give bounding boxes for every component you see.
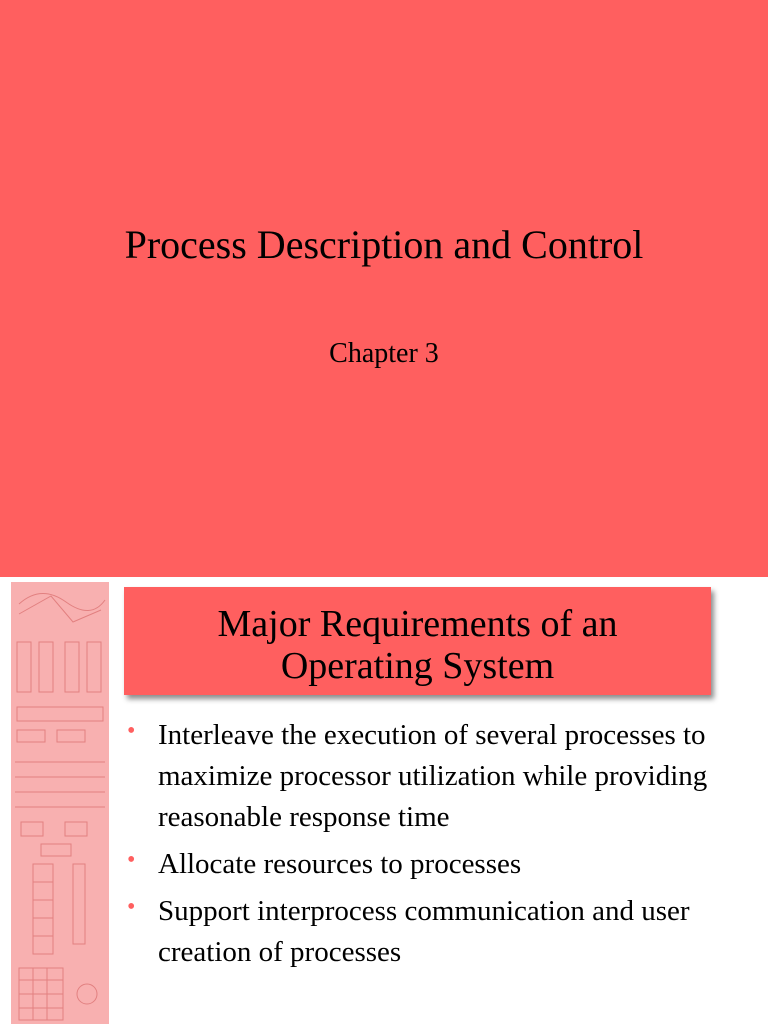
slide-title bbox=[124, 603, 711, 687]
title-box bbox=[124, 587, 711, 695]
bullet-item bbox=[123, 891, 743, 973]
bullet-text: Support interprocess communication and user creation of processes bbox=[158, 895, 690, 968]
slide-title-line-2: Operating System bbox=[280, 645, 555, 687]
bullet-text: Interleave the execution of several processes to maximize processor utilization while providing reasonable response time bbox=[158, 719, 708, 833]
bullet-dot-icon: • bbox=[127, 718, 136, 744]
diagram-watermark-icon bbox=[11, 582, 109, 1024]
slide-subtitle: Chapter 3 bbox=[329, 338, 439, 369]
slide-title-line-1: Major Requirements of an bbox=[217, 603, 618, 645]
content-slide bbox=[0, 577, 768, 1024]
bullet-text: Allocate resources to processes bbox=[158, 848, 522, 880]
bullet-dot-icon: • bbox=[127, 894, 136, 920]
sidebar-decoration bbox=[11, 582, 109, 1024]
bullet-dot-icon: • bbox=[127, 847, 136, 873]
bullet-item bbox=[123, 844, 743, 885]
bullet-list bbox=[123, 715, 743, 979]
bullet-item bbox=[123, 715, 743, 838]
slide-title: Process Description and Control bbox=[124, 222, 644, 267]
